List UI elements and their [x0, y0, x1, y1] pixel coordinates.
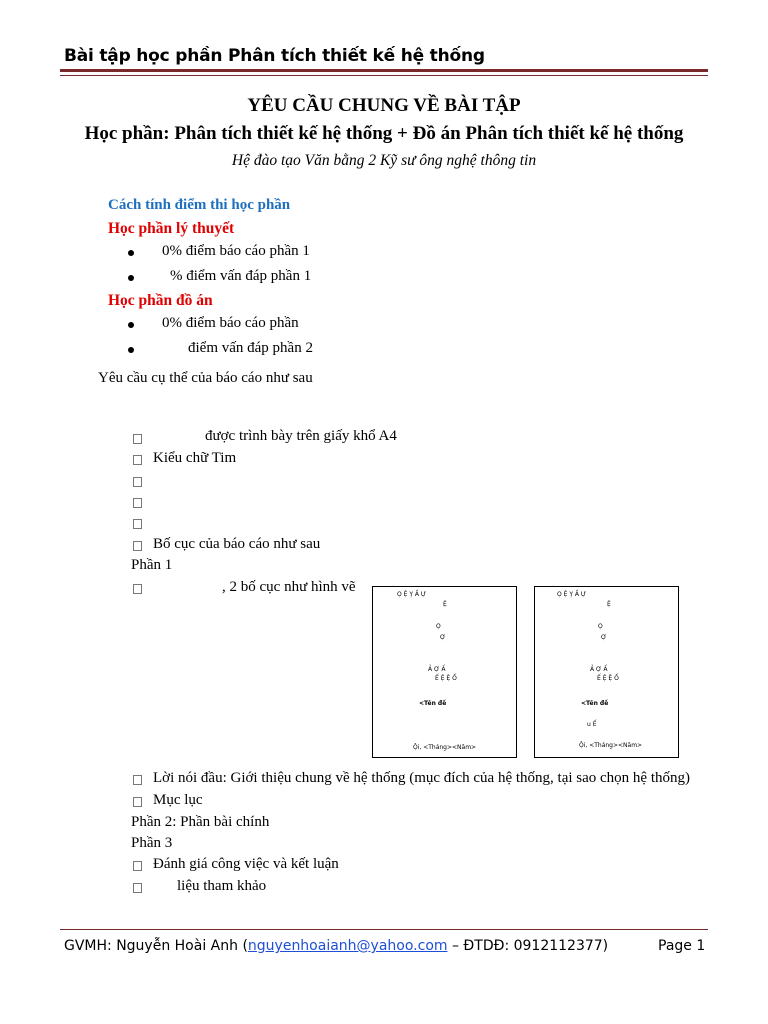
- header-rule-thick: [60, 69, 708, 72]
- project-item-2: điểm vấn đáp phần 2: [188, 340, 313, 356]
- part3-item-references: liệu tham khảo: [177, 878, 267, 894]
- project-heading: Học phần đồ án: [108, 292, 213, 309]
- report-intro: Yêu cầu cụ thể của báo cáo như sau: [98, 370, 313, 386]
- part1-item-toc: Mục lục: [153, 792, 203, 808]
- cover-row: Ọ Ệ Ỵ Ắ Ự: [557, 591, 587, 598]
- part1-cover-text: , 2 bố cục như hình vẽ: [222, 579, 356, 595]
- cover-date: Ội, <Tháng><Năm>: [413, 744, 477, 751]
- cover-row: Ợ: [601, 634, 607, 641]
- theory-item-2: % điểm vấn đáp phần 1: [170, 268, 312, 284]
- checkbox-icon: [133, 455, 142, 465]
- part3-label: Phần 3: [131, 835, 173, 851]
- part1-label: Phần 1: [131, 557, 173, 573]
- theory-item-1: 0% điểm báo cáo phần 1: [162, 243, 310, 259]
- bullet-icon: [128, 275, 134, 281]
- cover-name: <Tên đề: [581, 700, 609, 707]
- document-subtitle: Học phần: Phân tích thiết kế hệ thống + Đồ án Phân tích thiết kế hệ thống: [84, 123, 684, 144]
- report-item-layout: Bố cục của báo cáo như sau: [153, 536, 321, 552]
- header-rule-thin: [60, 75, 708, 76]
- cover-sample-1: [372, 586, 517, 758]
- cover-extra: u Ế: [587, 721, 597, 728]
- footer-prefix: GVMH: Nguyễn Hoài Anh (: [64, 938, 248, 954]
- report-item-font: Kiểu chữ Tim: [153, 450, 237, 466]
- cover-date: Ội, <Tháng><Năm>: [579, 742, 643, 749]
- bullet-icon: [128, 250, 134, 256]
- part2-label: Phần 2: Phần bài chính: [131, 814, 270, 830]
- cover-row: Ọ: [436, 623, 441, 630]
- checkbox-icon: [133, 498, 142, 508]
- cover-row: Ọ: [598, 623, 603, 630]
- footer-contact: [64, 938, 608, 954]
- document-title: YÊU CẦU CHUNG VỀ BÀI TẬP: [247, 95, 521, 116]
- cover-row: Ả Ợ Ấ: [590, 666, 608, 673]
- program-line: Hệ đào tạo Văn bằng 2 Kỹ sư ông nghệ thông tin: [231, 152, 537, 169]
- grading-heading: Cách tính điểm thi học phần: [108, 197, 291, 213]
- cover-sample-2: [534, 586, 679, 758]
- checkbox-icon: [133, 434, 142, 444]
- part1-item-intro: Lời nói đầu: Giới thiệu chung về hệ thống (mục đích của hệ thống, tại sao chọn hệ thống): [153, 770, 690, 786]
- cover-row: Ệ: [607, 601, 611, 608]
- cover-row: Ế Ệ Ệ Ố: [435, 675, 457, 682]
- cover-row: Ệ: [443, 601, 447, 608]
- checkbox-icon: [133, 477, 142, 487]
- footer-rule: [60, 929, 708, 930]
- footer-suffix: – ĐTDĐ: 0912112377): [447, 938, 609, 954]
- footer-page-number: Page 1: [658, 938, 706, 954]
- cover-row: Ọ Ệ Ỵ Ắ Ự: [397, 591, 427, 598]
- checkbox-icon: [133, 861, 142, 871]
- checkbox-icon: [133, 797, 142, 807]
- page-header-title: Bài tập học phần Phân tích thiết kế hệ thống: [64, 46, 485, 66]
- cover-row: Ợ: [440, 634, 446, 641]
- theory-heading: Học phần lý thuyết: [108, 220, 235, 237]
- checkbox-icon: [133, 519, 142, 529]
- report-item-paper: được trình bày trên giấy khổ A4: [205, 428, 397, 444]
- part3-item-conclusion: Đánh giá công việc và kết luận: [153, 856, 339, 872]
- project-item-1: 0% điểm báo cáo phần: [162, 315, 299, 331]
- footer-email-link[interactable]: nguyenhoaianh@yahoo.com: [247, 938, 448, 954]
- checkbox-icon: [133, 584, 142, 594]
- checkbox-icon: [133, 883, 142, 893]
- checkbox-icon: [133, 541, 142, 551]
- bullet-icon: [128, 322, 134, 328]
- cover-row: Ế Ệ Ệ Ố: [597, 675, 619, 682]
- cover-row: Ả Ợ Ấ: [428, 666, 446, 673]
- checkbox-icon: [133, 775, 142, 785]
- bullet-icon: [128, 347, 134, 353]
- cover-name: <Tên đề: [419, 700, 447, 707]
